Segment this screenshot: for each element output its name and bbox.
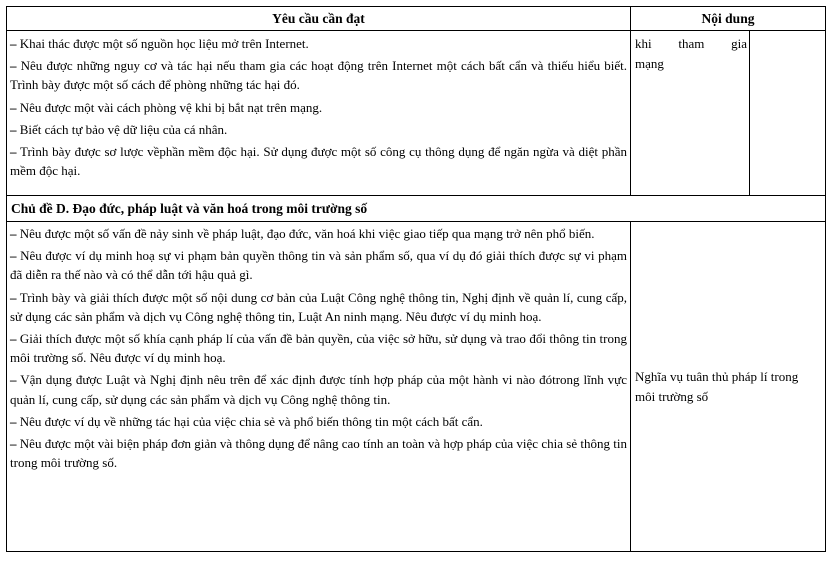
requirement-item: – Nêu được ví dụ minh hoạ sự vi phạm bản quyền thông tin và sản phẩm số, qua ví dụ đó giải thích được sự vi phạm đã diễn ra thế nào và có thể dẫn tới hậu quả gì. — [10, 248, 627, 283]
requirement-item: – Nêu được những nguy cơ và tác hại nếu tham gia các hoạt động trên Internet một cách bất cẩn và thiếu hiểu biết. Trình bày được một số cách để phòng những tác hại đó. — [10, 58, 627, 93]
requirement-item: – Khai thác được một số nguồn học liệu mở trên Internet. — [10, 36, 309, 51]
requirement-item: – Vận dụng được Luật và Nghị định nêu trên để xác định được tính hợp pháp của một hành vi nào đótrong lĩnh vực quản lí, cung cấp, sử dụng các sản phẩm và dịch vụ Công nghệ thông tin. — [10, 372, 628, 407]
requirement-item: – Biết cách tự bảo vệ dữ liệu của cá nhân. — [10, 121, 228, 137]
requirements-cell — [7, 31, 631, 195]
requirement-item: – Giải thích được một số khía cạnh pháp lí của vấn đề bản quyền, của việc sở hữu, sử dụng và trao đổi thông tin trong môi trường số. Nêu được ví dụ minh hoạ. — [10, 331, 627, 366]
requirements-cell — [7, 222, 631, 551]
content-cell — [631, 31, 750, 195]
requirement-item: – Nêu được một vài cách phòng vệ khi bị bắt nạt trên mạng. — [10, 99, 323, 115]
table-row-ethics-law — [6, 222, 826, 552]
requirement-item: – Trình bày và giải thích được một số nội dung cơ bản của Luật Công nghệ thông tin, Nghị định về quản lí, cung cấp, sử dụng các sản phẩm và dịch vụ Công nghệ thông tin, Luật An ninh mạng. Nêu được ví dụ minh hoạ. — [10, 289, 627, 324]
requirement-item: – Nêu được ví dụ về những tác hại của việc chia sẻ và phổ biến thông tin một cách bất cẩn. — [10, 413, 483, 429]
requirement-item: – Nêu được một vài biện pháp đơn giản và thông dụng để nâng cao tính an toàn và hợp pháp của việc chia sẻ thông tin trong môi trường số. — [10, 436, 628, 471]
requirement-item: – Trình bày được sơ lược vềphần mềm độc hại. Sử dụng được một số công cụ thông dụng để ngăn ngừa và diệt phần mềm độc hại. — [10, 144, 627, 179]
header-requirements: Yêu cầu cần đạt — [7, 7, 631, 30]
requirement-item: – Nêu được một số vấn đề nảy sinh về pháp luật, đạo đức, văn hoá khi việc giao tiếp qua mạng trở nên phổ biến. — [10, 226, 595, 241]
curriculum-table — [6, 6, 826, 552]
section-title-d: Chủ đề D. Đạo đức, pháp luật và văn hoá trong môi trường số — [6, 195, 826, 222]
content-text-line1: khi tham gia — [635, 36, 747, 51]
table-row-internet-safety — [6, 31, 826, 195]
content-cell — [631, 222, 825, 551]
empty-cell — [750, 31, 825, 195]
content-text: Nghĩa vụ tuân thủ pháp lí trong môi trường số — [635, 368, 799, 404]
content-text-line2: mạng — [635, 56, 664, 71]
table-header-row — [6, 6, 826, 31]
header-content: Nội dung — [701, 11, 755, 26]
